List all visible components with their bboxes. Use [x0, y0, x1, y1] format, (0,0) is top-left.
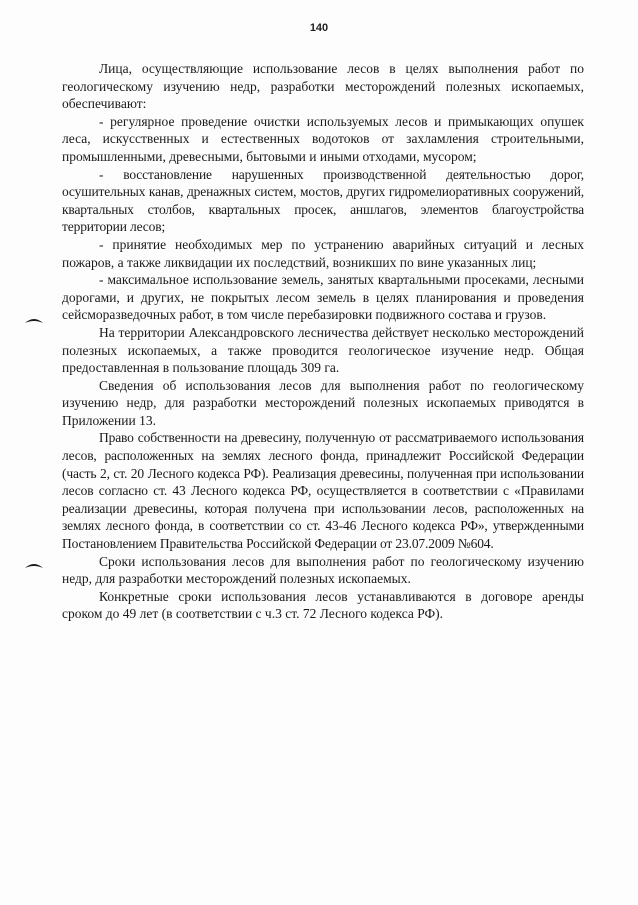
- paragraph-lease: Конкретные сроки использования лесов устанавливаются в договоре аренды сроком до 49 лет (в соответствии с ч.3 ст. 72 Лесного кодекса РФ).: [62, 588, 584, 622]
- paragraph-intro: Лица, осуществляющие использование лесов в целях выполнения работ по геологическому изучению недр, разработки месторождений полезных ископаемых, обеспечивают:: [62, 61, 584, 112]
- paragraph-terms: Сроки использования лесов для выполнения работ по геологическому изучению недр, для разработки месторождений полезных ископаемых.: [62, 553, 584, 587]
- paragraph-appendix: Сведения об использования лесов для выполнения работ по геологическому изучению недр, для разработки месторождений полезных ископаемых приводятся в Приложении 13.: [62, 377, 584, 428]
- list-item-cleaning: - регулярное проведение очистки используемых лесов и примыкающих опушек леса, искусственных и естественных водотоков от захламления строительными, промышленными, древесными, бытовыми и иными отходами, мусором;: [62, 113, 584, 164]
- document-body: [62, 60, 584, 623]
- paragraph-deposits: На территории Александровского лесничества действует несколько месторождений полезных ископаемых, а также проводится геологическое изучение недр. Общая предоставленная в пользование площадь 309 га.: [62, 324, 584, 376]
- list-item-emergency: - принятие необходимых мер по устранению аварийных ситуаций и лесных пожаров, а также ликвидации их последствий, возникших по вине указанных лиц;: [62, 236, 584, 270]
- paragraph-ownership: Право собственности на древесину, полученную от рассматриваемого использования лесов, расположенных на землях лесного фонда, принадлежит Российской Федерации (часть 2, ст. 20 Лесного кодекса РФ). Реализация древесины, полученная при использовании лесов согласно ст. 43 Лесного кодекса РФ, осуществляется в соответствии с «Правилами реализации древесины, которая получена при использовании лесов, расположенных на землях лесного фонда, в соответствии со ст. 43-46 Лесного кодекса РФ», утвержденными Постановлением Правительства Российской Федерации от 23.07.2009 №604.: [62, 430, 584, 552]
- punch-hole-mark-bottom: [24, 561, 44, 569]
- punch-hole-mark-top: [24, 316, 44, 324]
- page-number: 140: [309, 22, 329, 34]
- list-item-land-use: - максимальное использование земель, занятых квартальными просеками, лесными дорогами, и других, не покрытых лесом земель в целях планирования и проведения сейсморазведочных работ, в том числе перебазировки подвижного состава и грузов.: [62, 272, 584, 323]
- list-item-restoration: - восстановление нарушенных производственной деятельностью дорог, осушительных канав, дренажных систем, мостов, других гидромелиоративных сооружений, квартальных столбов, квартальных просек, аншлагов, элементов благоустройства территории лесов;: [62, 166, 584, 235]
